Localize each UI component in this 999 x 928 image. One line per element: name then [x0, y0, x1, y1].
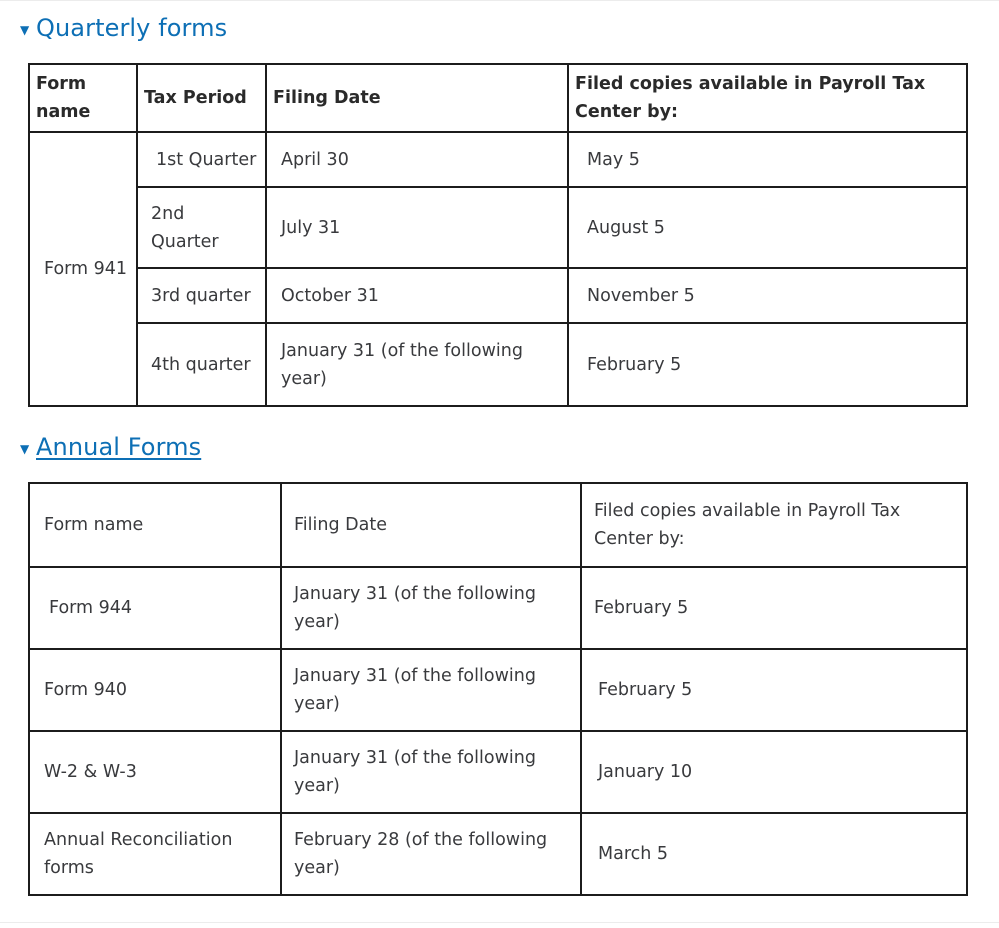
- tax-period-cell: 4th quarter: [137, 323, 266, 406]
- top-divider: [0, 0, 999, 1]
- table-row: [29, 323, 967, 406]
- filing-date-cell: July 31: [266, 187, 568, 268]
- tax-period-cell: 1st Quarter: [137, 132, 266, 187]
- table-row: [29, 649, 967, 731]
- column-header-filing-date: Filing Date: [266, 64, 568, 132]
- table-row: [29, 268, 967, 323]
- form-name-cell: W-2 & W-3: [29, 731, 281, 813]
- table-row: [29, 731, 967, 813]
- table-row: [29, 567, 967, 649]
- column-header-tax-period: Tax Period: [137, 64, 266, 132]
- annual-forms-toggle[interactable]: [20, 433, 201, 461]
- form-name-cell: Form 944: [29, 567, 281, 649]
- table-row: [29, 132, 967, 187]
- available-by-cell: March 5: [581, 813, 967, 895]
- caret-down-icon: ▼: [20, 441, 30, 456]
- filing-date-cell: October 31: [266, 268, 568, 323]
- filing-date-cell: January 31 (of the following year): [266, 323, 568, 406]
- column-header-available-by: Filed copies available in Payroll Tax Center by:: [581, 483, 967, 567]
- table-header-row: [29, 483, 967, 567]
- tax-period-cell: 2nd Quarter: [137, 187, 266, 268]
- filing-date-cell: February 28 (of the following year): [281, 813, 581, 895]
- table-row: [29, 187, 967, 268]
- quarterly-forms-table: [28, 63, 968, 407]
- tax-period-cell: 3rd quarter: [137, 268, 266, 323]
- filing-date-cell: January 31 (of the following year): [281, 649, 581, 731]
- available-by-cell: February 5: [568, 323, 967, 406]
- annual-forms-link[interactable]: Annual Forms: [36, 433, 202, 461]
- form-name-cell: Form 940: [29, 649, 281, 731]
- quarterly-forms-title: Quarterly forms: [36, 14, 228, 42]
- available-by-cell: February 5: [581, 649, 967, 731]
- available-by-cell: August 5: [568, 187, 967, 268]
- available-by-cell: January 10: [581, 731, 967, 813]
- column-header-filing-date: Filing Date: [281, 483, 581, 567]
- table-row: [29, 813, 967, 895]
- column-header-form-name: Form name: [29, 64, 137, 132]
- available-by-cell: May 5: [568, 132, 967, 187]
- form-name-cell: Form 941: [29, 132, 137, 406]
- filing-date-cell: April 30: [266, 132, 568, 187]
- form-name-cell: Annual Reconciliation forms: [29, 813, 281, 895]
- filing-date-cell: January 31 (of the following year): [281, 567, 581, 649]
- quarterly-forms-toggle[interactable]: [20, 14, 227, 42]
- column-header-form-name: Form name: [29, 483, 281, 567]
- bottom-divider: [0, 922, 999, 923]
- available-by-cell: February 5: [581, 567, 967, 649]
- table-header-row: [29, 64, 967, 132]
- available-by-cell: November 5: [568, 268, 967, 323]
- annual-forms-table: [28, 482, 968, 896]
- column-header-available-by: Filed copies available in Payroll Tax Center by:: [568, 64, 967, 132]
- caret-down-icon: ▼: [20, 22, 30, 37]
- filing-date-cell: January 31 (of the following year): [281, 731, 581, 813]
